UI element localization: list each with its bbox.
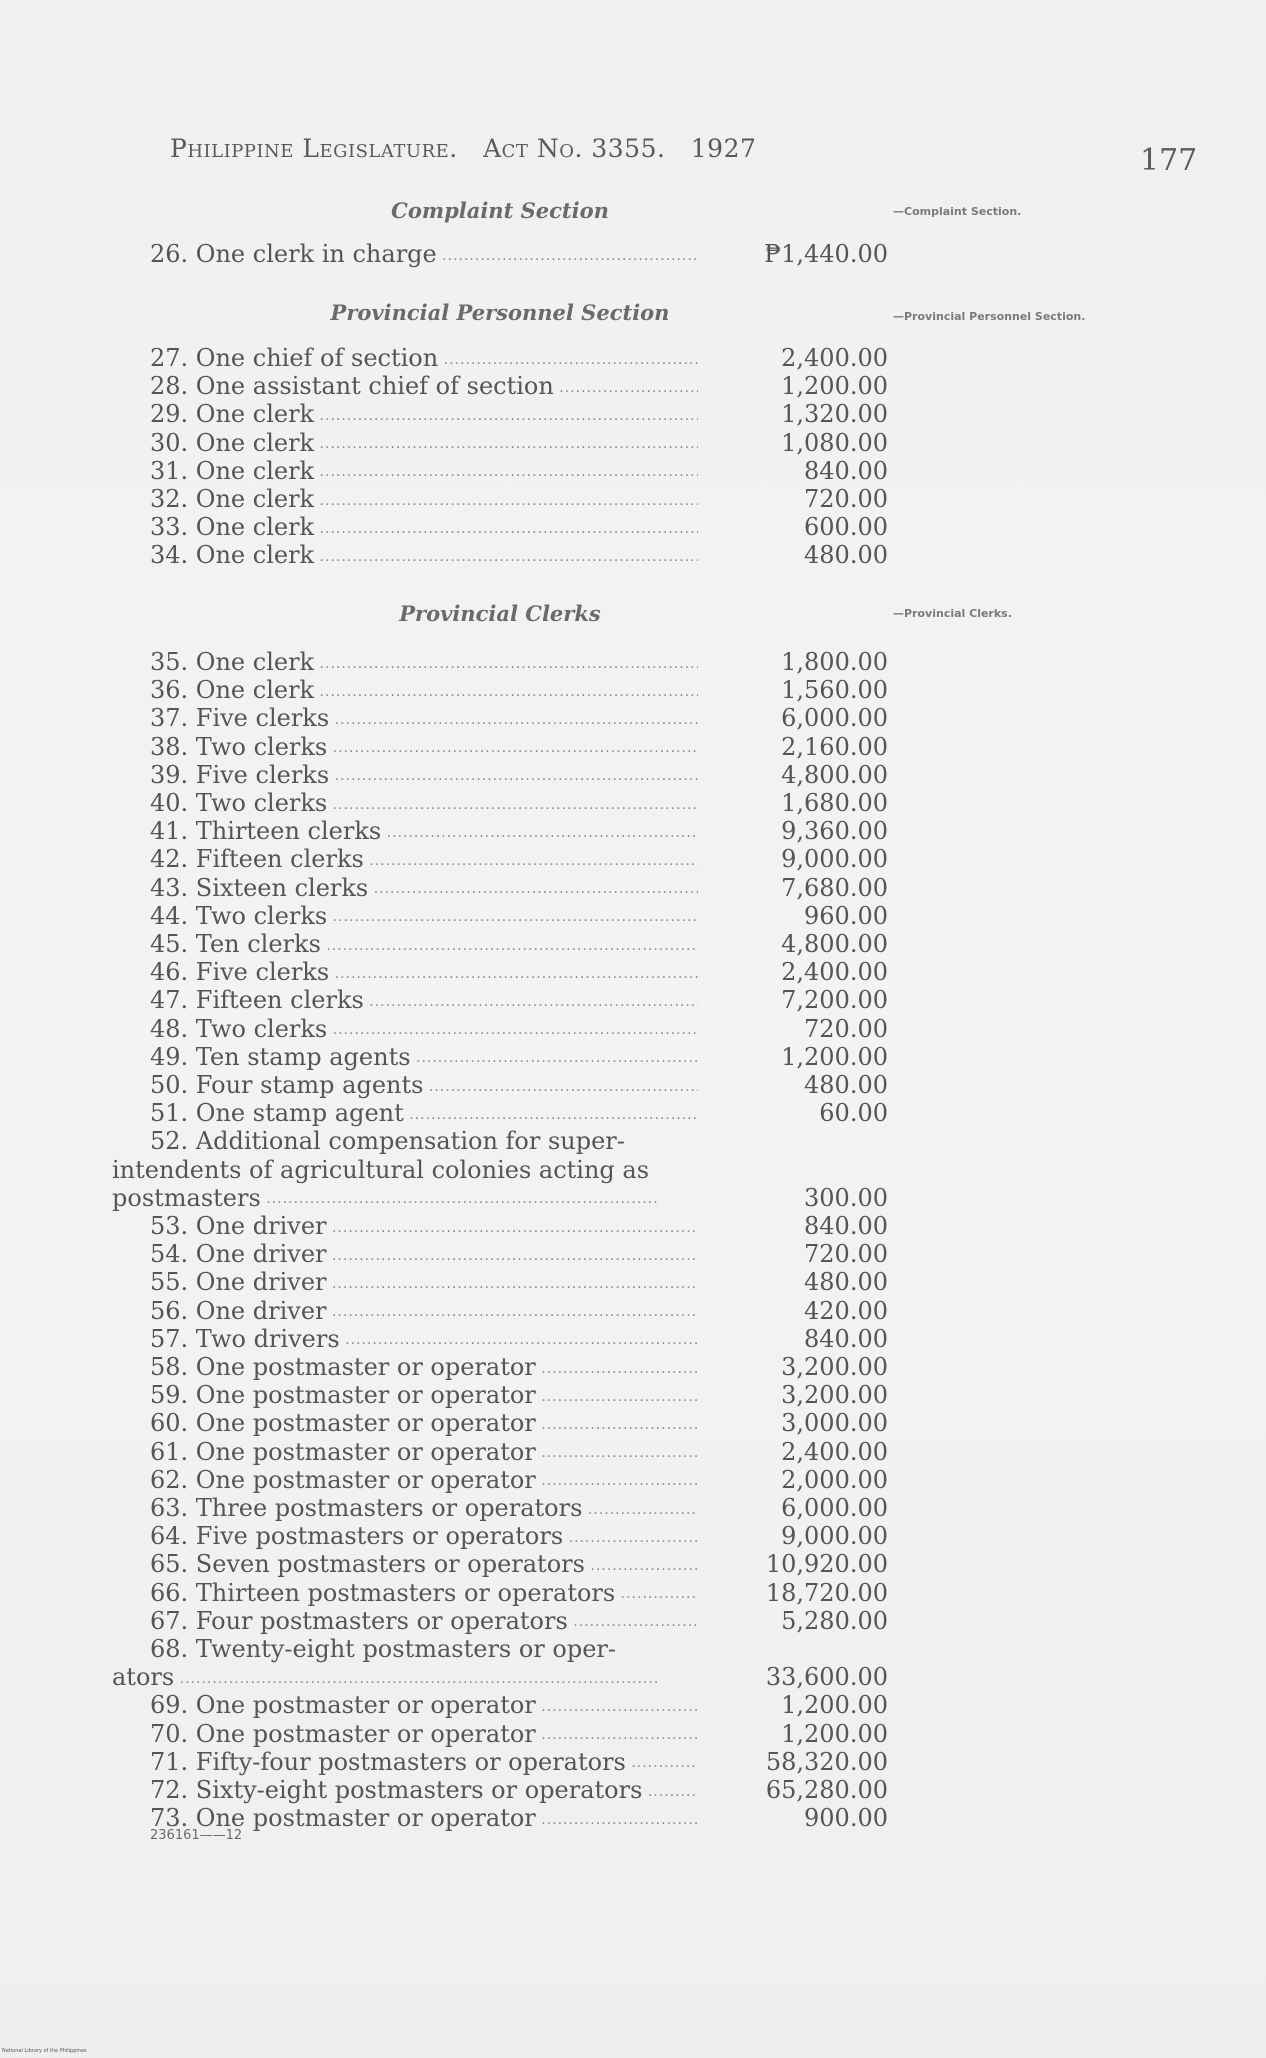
margin-note: —Provincial Clerks.: [893, 607, 1012, 620]
line-item: [0, 1776, 1000, 1804]
line-item: [0, 1720, 1000, 1748]
item-amount: 2,400.00: [781, 958, 888, 987]
item-label: 39. Five clerks .....: [150, 761, 698, 791]
item-label: 28. One assistant chief of section .....: [150, 372, 698, 402]
item-amount: 60.00: [819, 1099, 888, 1128]
line-item: [0, 1550, 1000, 1578]
item-amount: 840.00: [804, 1324, 888, 1353]
line-item: [0, 1663, 1000, 1691]
item-label: 56. One driver .....: [150, 1297, 698, 1327]
item-label: 35. One clerk .....: [150, 648, 698, 678]
item-amount: 1,080.00: [781, 428, 888, 457]
line-item: [0, 1268, 1000, 1296]
item-label: 48. Two clerks .....: [150, 1015, 698, 1045]
line-item: [0, 761, 1000, 789]
item-label: 70. One postmaster or operator .....: [150, 1720, 698, 1750]
item-label: 51. One stamp agent .....: [150, 1099, 698, 1129]
line-item: [0, 1015, 1000, 1043]
print-code: 236161——12: [150, 1828, 243, 1843]
item-label: 54. One driver .....: [150, 1240, 698, 1270]
item-amount: 10,920.00: [765, 1550, 888, 1579]
item-label: postmasters .....: [112, 1184, 660, 1214]
item-amount: 6,000.00: [781, 704, 888, 733]
item-label: 60. One postmaster or operator .....: [150, 1409, 698, 1439]
item-amount: 1,200.00: [781, 1691, 888, 1720]
line-item: [0, 240, 1000, 268]
item-amount: 5,280.00: [781, 1606, 888, 1635]
item-amount: 1,560.00: [781, 676, 888, 705]
item-amount: 9,360.00: [781, 817, 888, 846]
line-item: [0, 344, 1000, 372]
item-label: 36. One clerk .....: [150, 676, 698, 706]
item-amount: 420.00: [804, 1296, 888, 1325]
item-amount: 720.00: [804, 1014, 888, 1043]
margin-note: —Complaint Section.: [893, 205, 1022, 218]
line-item: [0, 789, 1000, 817]
item-amount: 1,680.00: [781, 789, 888, 817]
item-amount: 900.00: [804, 1804, 888, 1833]
item-label: 69. One postmaster or operator .....: [150, 1691, 698, 1721]
line-item: [0, 958, 1000, 986]
item-label: 55. One driver .....: [150, 1268, 698, 1298]
item-amount: 18,720.00: [765, 1578, 888, 1607]
item-label: 46. Five clerks .....: [150, 958, 698, 988]
item-amount: 1,320.00: [781, 400, 888, 429]
item-label: 58. One postmaster or operator .....: [150, 1353, 698, 1383]
item-label: 61. One postmaster or operator .....: [150, 1438, 698, 1468]
item-label: 53. One driver .....: [150, 1212, 698, 1242]
line-item: [0, 1184, 1000, 1212]
item-label: 73. One postmaster or operator .....: [150, 1804, 698, 1834]
item-amount: 1,200.00: [781, 1042, 888, 1071]
item-amount: 300.00: [804, 1183, 888, 1212]
item-amount: 33,600.00: [765, 1663, 888, 1692]
item-amount: 960.00: [804, 901, 888, 930]
item-amount: 3,000.00: [781, 1409, 888, 1438]
item-label: 43. Sixteen clerks .....: [150, 874, 698, 904]
page-number: 177: [1140, 143, 1198, 178]
item-label: 47. Fifteen clerks .....: [150, 986, 698, 1016]
line-item: [0, 1043, 1000, 1071]
item-label-line: 52. Additional compensation for super-: [150, 1127, 625, 1156]
item-amount: 9,000.00: [781, 845, 888, 874]
item-amount: 3,200.00: [781, 1381, 888, 1410]
item-amount: 7,680.00: [781, 873, 888, 902]
item-amount: 6,000.00: [781, 1494, 888, 1522]
line-item: [0, 1522, 1000, 1550]
line-item: [0, 874, 1000, 902]
item-label: 37. Five clerks .....: [150, 704, 698, 734]
item-amount: 720.00: [804, 485, 888, 513]
line-item: [0, 733, 1000, 761]
item-amount: 4,800.00: [781, 760, 888, 789]
line-item: [0, 541, 1000, 569]
item-amount: 3,200.00: [781, 1353, 888, 1381]
item-label: 32. One clerk .....: [150, 485, 698, 515]
item-amount: 4,800.00: [781, 930, 888, 958]
item-amount: 2,160.00: [781, 732, 888, 761]
section-heading: Provincial Clerks: [399, 601, 601, 626]
item-label: 40. Two clerks .....: [150, 789, 698, 819]
line-item: [0, 1607, 1000, 1635]
item-label: 27. One chief of section .....: [150, 344, 698, 374]
item-label: 71. Fifty-four postmasters or operators .....: [150, 1748, 698, 1778]
item-label: 50. Four stamp agents .....: [150, 1071, 698, 1101]
section-heading: Complaint Section: [391, 198, 609, 223]
line-item: [0, 1071, 1000, 1099]
line-item: [0, 513, 1000, 541]
line-item: [0, 902, 1000, 930]
item-label: 30. One clerk .....: [150, 429, 698, 459]
item-label: 34. One clerk .....: [150, 541, 698, 571]
item-amount: 7,200.00: [781, 986, 888, 1015]
line-item: [0, 400, 1000, 428]
line-item: [0, 845, 1000, 873]
item-amount: 480.00: [804, 1268, 888, 1297]
header-title: Philippine Legislature.: [170, 134, 458, 163]
line-item: [0, 1353, 1000, 1381]
item-label: 42. Fifteen clerks .....: [150, 845, 698, 875]
item-amount: ₱1,440.00: [764, 240, 888, 268]
line-item: [0, 1099, 1000, 1127]
line-item: [0, 485, 1000, 513]
item-label: 26. One clerk in charge .....: [150, 240, 698, 270]
item-label: 65. Seven postmasters or operators .....: [150, 1550, 698, 1580]
item-amount: 480.00: [804, 1071, 888, 1099]
item-amount: 840.00: [804, 456, 888, 485]
item-amount: 1,800.00: [781, 648, 888, 676]
item-label: ators .....: [112, 1663, 660, 1693]
line-item: [0, 817, 1000, 845]
line-item: [0, 1297, 1000, 1325]
line-item: [0, 457, 1000, 485]
item-label: 38. Two clerks .....: [150, 733, 698, 763]
item-label: 31. One clerk .....: [150, 457, 698, 487]
item-amount: 480.00: [804, 541, 888, 570]
item-label: 33. One clerk .....: [150, 513, 698, 543]
line-item: [0, 1409, 1000, 1437]
item-label-line: 68. Twenty-eight postmasters or oper-: [150, 1635, 617, 1663]
item-label: 72. Sixty-eight postmasters or operators .....: [150, 1776, 698, 1806]
line-item: [0, 986, 1000, 1014]
item-label: 57. Two drivers .....: [150, 1325, 698, 1355]
item-label: 67. Four postmasters or operators .....: [150, 1607, 698, 1637]
item-label: 49. Ten stamp agents .....: [150, 1043, 698, 1073]
line-item: [0, 1212, 1000, 1240]
item-amount: 720.00: [804, 1240, 888, 1269]
line-item: [0, 648, 1000, 676]
line-item: [0, 704, 1000, 732]
line-item: [0, 429, 1000, 457]
line-item: [0, 1325, 1000, 1353]
line-item: [0, 1691, 1000, 1719]
item-label: 66. Thirteen postmasters or operators .....: [150, 1579, 698, 1609]
item-amount: 1,200.00: [781, 1719, 888, 1748]
item-label: 44. Two clerks .....: [150, 902, 698, 932]
header-year: 1927: [690, 134, 757, 163]
section-heading: Provincial Personnel Section: [330, 300, 670, 325]
item-label-line: intendents of agricultural colonies acting as: [112, 1155, 650, 1184]
item-amount: 9,000.00: [781, 1522, 888, 1551]
item-label: 41. Thirteen clerks .....: [150, 817, 698, 847]
item-amount: 65,280.00: [765, 1776, 888, 1804]
item-amount: 1,200.00: [781, 372, 888, 401]
line-item: [0, 1579, 1000, 1607]
item-amount: 600.00: [804, 513, 888, 542]
line-item: [0, 676, 1000, 704]
scan-credit: National Library of the Philippines: [2, 2048, 87, 2054]
line-item: [0, 1466, 1000, 1494]
line-item: [0, 930, 1000, 958]
line-item: [0, 372, 1000, 400]
item-amount: 2,400.00: [781, 344, 888, 372]
line-item: [0, 1381, 1000, 1409]
line-item: [0, 1240, 1000, 1268]
line-item: [0, 1494, 1000, 1522]
item-amount: 58,320.00: [765, 1747, 888, 1776]
item-label: 63. Three postmasters or operators .....: [150, 1494, 698, 1524]
item-amount: 2,400.00: [781, 1437, 888, 1466]
line-item: [0, 1748, 1000, 1776]
item-label: 62. One postmaster or operator .....: [150, 1466, 698, 1496]
item-label: 64. Five postmasters or operators .....: [150, 1522, 698, 1552]
margin-note: —Provincial Personnel Section.: [893, 310, 1086, 323]
line-item: [0, 1438, 1000, 1466]
header-act: Act No. 3355.: [483, 134, 666, 163]
item-amount: 840.00: [804, 1212, 888, 1240]
item-label: 45. Ten clerks .....: [150, 930, 698, 960]
item-label: 29. One clerk .....: [150, 400, 698, 430]
running-head: [170, 134, 756, 163]
item-amount: 2,000.00: [781, 1465, 888, 1494]
item-label: 59. One postmaster or operator .....: [150, 1381, 698, 1411]
